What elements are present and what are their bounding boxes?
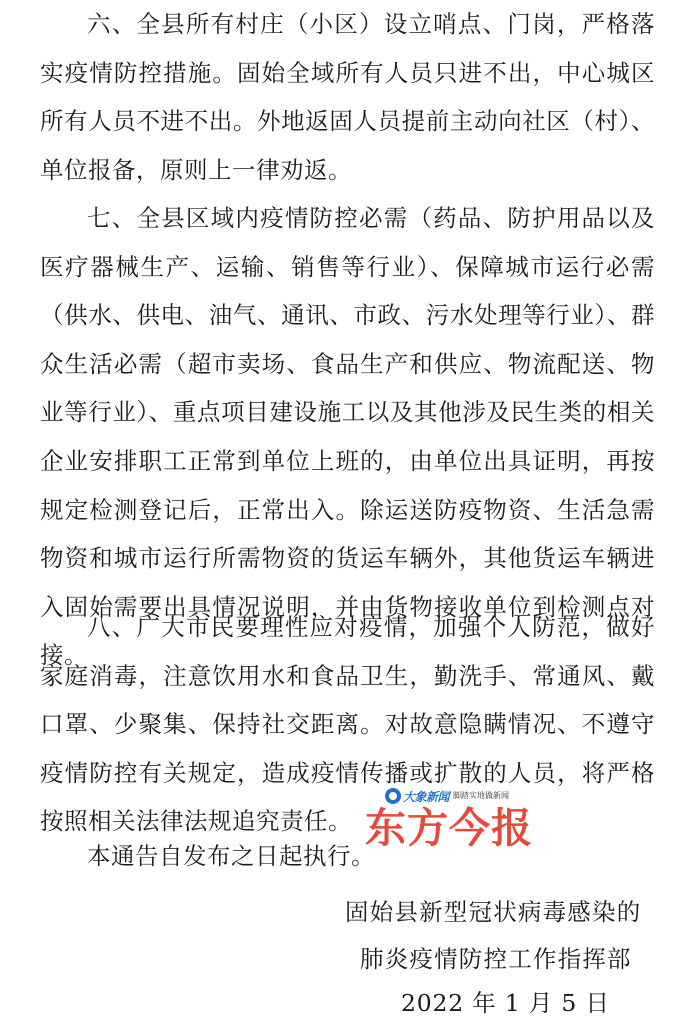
elephant-logo-icon <box>385 788 401 804</box>
paragraph-item-8: 八、广大市民要理性应对疫情，加强个人防范，做好家庭消毒，注意饮用水和食品卫生，勤洗手、常通风、戴口罩、少聚集、保持社交距离。对故意隐瞒情况、不遵守疫情防控有关规定，造成疫情传播或扩散的人员，将严格按照相关法律法规追究责任。 <box>40 613 655 836</box>
paragraph-item-7: 七、全县区域内疫情防控必需（药品、防护用品以及医疗器械生产、运输、销售等行业）、保障城市运行必需（供水、供电、油气、通讯、市政、污水处理等行业）、群众生活必需（超市卖场、食品生产和供应、物流配送、物业等行业）、重点项目建设施工以及其他涉及民生类的相关企业安排职工正常到单位上班的，由单位出具证明，再按规定检测登记后，正常出入。除运送防疫物资、生活急需物资和城市运行所需物资的货运车辆外，其他货运车辆进入固始需要出具情况说明，并由货物接收单位到检测点对接。 <box>40 204 655 670</box>
watermark-logo-text: 大象新闻 <box>403 789 450 804</box>
signature-org-line-2: 肺炎疫情防控工作指挥部 <box>360 945 632 973</box>
signature-date: 2022 年 1 月 5 日 <box>401 989 610 1017</box>
paragraph-effective-notice: 本通告自发布之日起执行。 <box>87 842 375 870</box>
news-watermark <box>365 783 605 863</box>
signature-org-line-1: 固始县新型冠状病毒感染的 <box>345 898 642 926</box>
paragraph-item-6: 六、全县所有村庄（小区）设立哨点、门岗，严格落实疫情防控措施。固始全域所有人员只进不出，中心城区所有人员不进不出。外地返固人员提前主动向社区（村）、单位报备，原则上一律劝返。 <box>40 10 655 184</box>
watermark-slogan: 脚踏实地做新闻 <box>453 791 509 800</box>
watermark-brand: 东方今报 <box>365 804 533 852</box>
